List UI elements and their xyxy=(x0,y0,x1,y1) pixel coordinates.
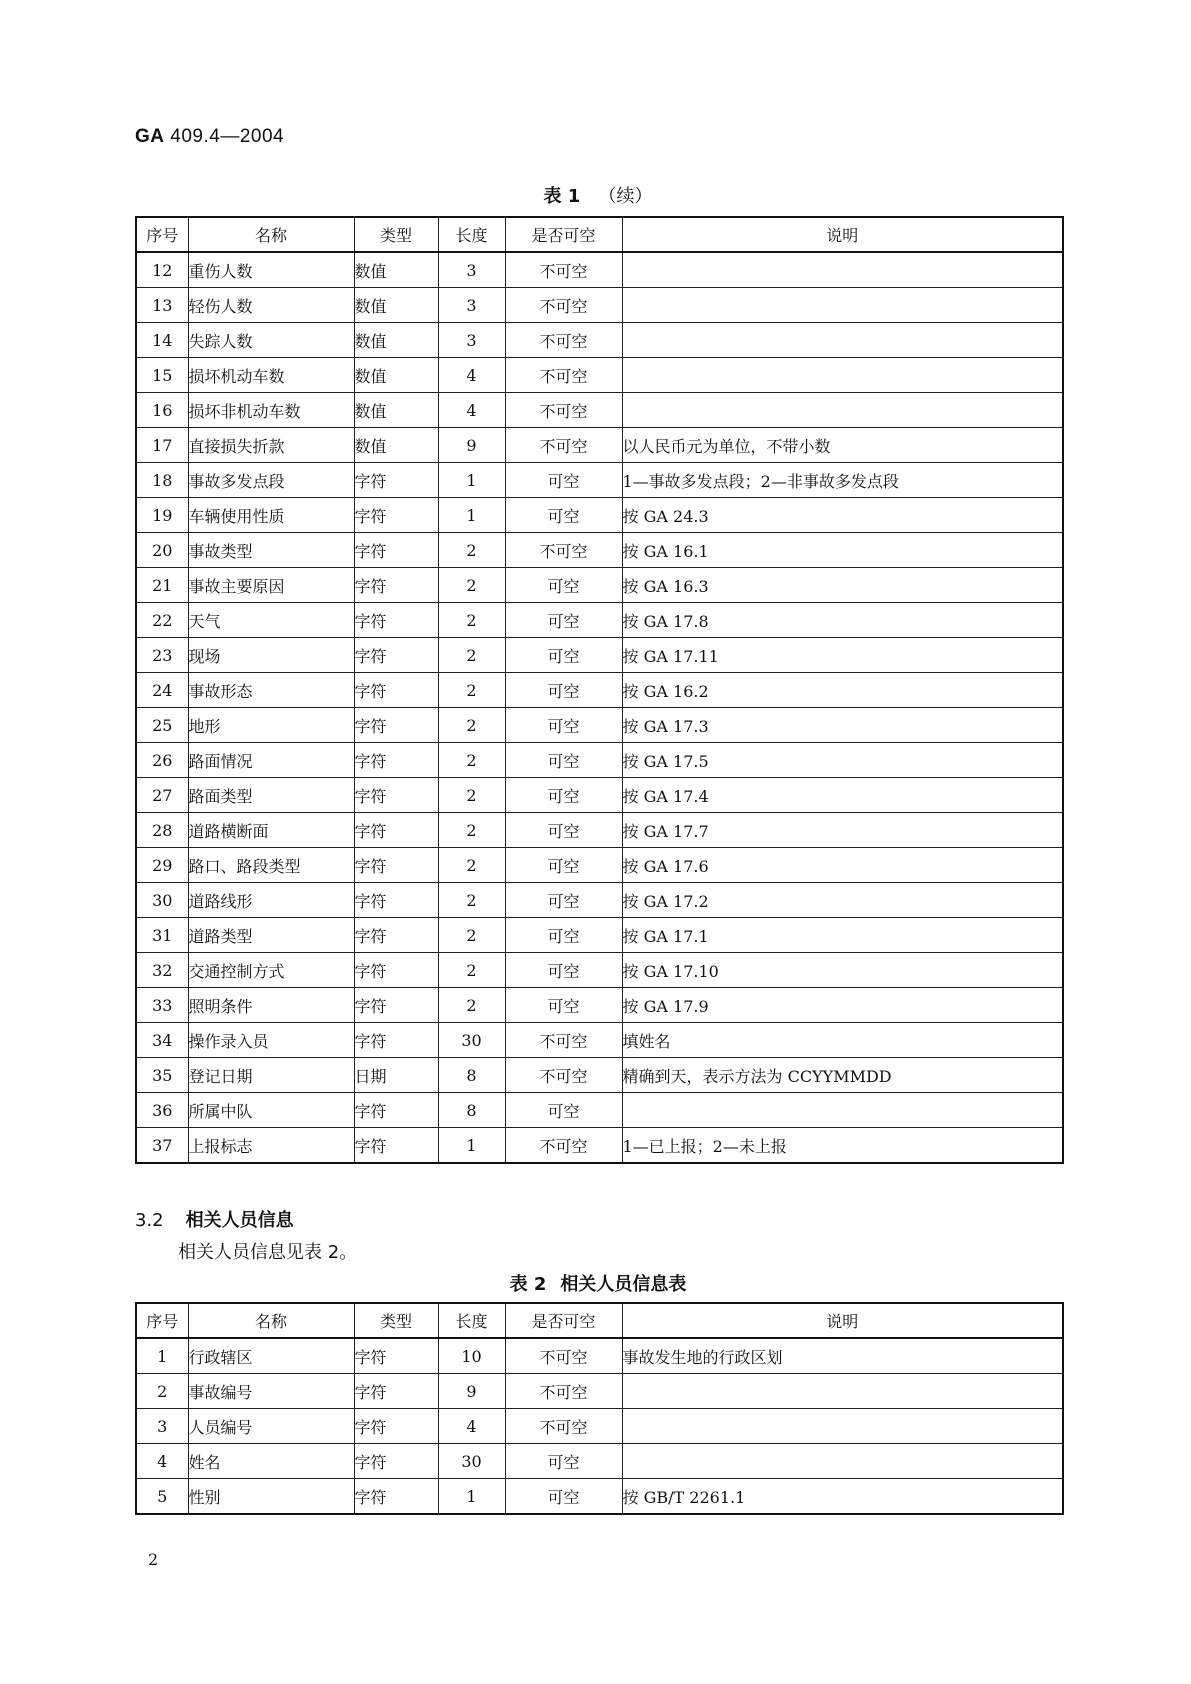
table-row xyxy=(136,673,1063,708)
table-row xyxy=(136,988,1063,1023)
cell-nullable: 可空 xyxy=(505,708,622,743)
cell-serial: 34 xyxy=(136,1023,188,1058)
cell-serial: 35 xyxy=(136,1058,188,1093)
cell-length: 2 xyxy=(438,708,505,743)
cell-name: 姓名 xyxy=(188,1444,354,1479)
cell-type: 字符 xyxy=(354,533,438,568)
table-row xyxy=(136,288,1063,323)
cell-nullable: 不可空 xyxy=(505,288,622,323)
table-row xyxy=(136,252,1063,288)
cell-serial: 32 xyxy=(136,953,188,988)
cell-length: 2 xyxy=(438,743,505,778)
table-row xyxy=(136,533,1063,568)
table1-col-header-serial: 序号 xyxy=(136,217,188,252)
table-row xyxy=(136,568,1063,603)
cell-nullable: 不可空 xyxy=(505,252,622,288)
table2-col-header-type: 类型 xyxy=(354,1303,438,1338)
cell-serial: 22 xyxy=(136,603,188,638)
cell-description: 按 GA 17.1 xyxy=(622,918,1063,953)
table2-caption xyxy=(135,1270,1061,1296)
table-row xyxy=(136,1409,1063,1444)
cell-description: 以人民币元为单位，不带小数 xyxy=(622,428,1063,463)
cell-nullable: 可空 xyxy=(505,603,622,638)
cell-description xyxy=(622,252,1063,288)
cell-description: 按 GA 17.3 xyxy=(622,708,1063,743)
cell-description xyxy=(622,288,1063,323)
cell-serial: 33 xyxy=(136,988,188,1023)
cell-serial: 15 xyxy=(136,358,188,393)
cell-nullable: 可空 xyxy=(505,953,622,988)
cell-description: 精确到天，表示方法为 CCYYMMDD xyxy=(622,1058,1063,1093)
cell-type: 字符 xyxy=(354,463,438,498)
cell-description: 按 GA 17.7 xyxy=(622,813,1063,848)
table1-header-row xyxy=(136,217,1063,252)
cell-description: 1—事故多发点段；2—非事故多发点段 xyxy=(622,463,1063,498)
cell-nullable: 不可空 xyxy=(505,428,622,463)
section-text: 相关人员信息见表 2。 xyxy=(178,1242,358,1263)
cell-length: 30 xyxy=(438,1023,505,1058)
cell-serial: 29 xyxy=(136,848,188,883)
cell-type: 字符 xyxy=(354,1374,438,1409)
cell-serial: 31 xyxy=(136,918,188,953)
cell-name: 事故多发点段 xyxy=(188,463,354,498)
table-row xyxy=(136,1023,1063,1058)
table-row xyxy=(136,603,1063,638)
cell-name: 地形 xyxy=(188,708,354,743)
cell-length: 1 xyxy=(438,1128,505,1164)
table1-caption-label: 表 1 xyxy=(543,186,581,207)
table-row xyxy=(136,918,1063,953)
table-row xyxy=(136,323,1063,358)
cell-description: 按 GA 16.3 xyxy=(622,568,1063,603)
cell-name: 损坏机动车数 xyxy=(188,358,354,393)
table-row xyxy=(136,463,1063,498)
cell-nullable: 不可空 xyxy=(505,1338,622,1374)
cell-nullable: 不可空 xyxy=(505,533,622,568)
cell-length: 4 xyxy=(438,358,505,393)
cell-serial: 30 xyxy=(136,883,188,918)
cell-description xyxy=(622,358,1063,393)
cell-name: 轻伤人数 xyxy=(188,288,354,323)
cell-type: 字符 xyxy=(354,883,438,918)
cell-name: 交通控制方式 xyxy=(188,953,354,988)
cell-length: 2 xyxy=(438,603,505,638)
cell-nullable: 不可空 xyxy=(505,393,622,428)
cell-name: 事故主要原因 xyxy=(188,568,354,603)
cell-name: 道路线形 xyxy=(188,883,354,918)
cell-nullable: 可空 xyxy=(505,673,622,708)
cell-type: 字符 xyxy=(354,1479,438,1515)
cell-type: 字符 xyxy=(354,603,438,638)
cell-description xyxy=(622,393,1063,428)
cell-serial: 5 xyxy=(136,1479,188,1515)
cell-type: 数值 xyxy=(354,288,438,323)
cell-nullable: 可空 xyxy=(505,498,622,533)
cell-serial: 18 xyxy=(136,463,188,498)
cell-nullable: 不可空 xyxy=(505,323,622,358)
section-heading xyxy=(135,1206,294,1232)
table1-caption xyxy=(135,182,1061,208)
cell-description: 1—已上报；2—未上报 xyxy=(622,1128,1063,1164)
cell-description: 按 GA 17.6 xyxy=(622,848,1063,883)
cell-serial: 25 xyxy=(136,708,188,743)
cell-name: 上报标志 xyxy=(188,1128,354,1164)
cell-name: 重伤人数 xyxy=(188,252,354,288)
table1-col-header-description: 说明 xyxy=(622,217,1063,252)
cell-serial: 19 xyxy=(136,498,188,533)
cell-type: 字符 xyxy=(354,1128,438,1164)
table-row xyxy=(136,813,1063,848)
cell-name: 失踪人数 xyxy=(188,323,354,358)
table2-col-header-description: 说明 xyxy=(622,1303,1063,1338)
cell-nullable: 不可空 xyxy=(505,1023,622,1058)
cell-type: 数值 xyxy=(354,428,438,463)
cell-description: 填姓名 xyxy=(622,1023,1063,1058)
cell-serial: 17 xyxy=(136,428,188,463)
table-row xyxy=(136,708,1063,743)
cell-length: 30 xyxy=(438,1444,505,1479)
cell-nullable: 可空 xyxy=(505,1093,622,1128)
cell-description: 按 GA 17.2 xyxy=(622,883,1063,918)
table1-caption-suffix: （续） xyxy=(598,186,653,207)
table-row xyxy=(136,1444,1063,1479)
cell-serial: 13 xyxy=(136,288,188,323)
page-number: 2 xyxy=(148,1550,159,1569)
cell-serial: 1 xyxy=(136,1338,188,1374)
cell-name: 操作录入员 xyxy=(188,1023,354,1058)
cell-nullable: 不可空 xyxy=(505,358,622,393)
table1-col-header-nullable: 是否可空 xyxy=(505,217,622,252)
cell-serial: 4 xyxy=(136,1444,188,1479)
table2-col-header-length: 长度 xyxy=(438,1303,505,1338)
cell-serial: 12 xyxy=(136,252,188,288)
cell-type: 字符 xyxy=(354,988,438,1023)
table2 xyxy=(135,1302,1064,1515)
cell-type: 字符 xyxy=(354,673,438,708)
table1 xyxy=(135,216,1064,1164)
cell-type: 字符 xyxy=(354,638,438,673)
cell-nullable: 可空 xyxy=(505,848,622,883)
cell-nullable: 可空 xyxy=(505,813,622,848)
cell-description xyxy=(622,323,1063,358)
table2-col-header-nullable: 是否可空 xyxy=(505,1303,622,1338)
cell-serial: 23 xyxy=(136,638,188,673)
cell-nullable: 可空 xyxy=(505,883,622,918)
cell-name: 事故形态 xyxy=(188,673,354,708)
cell-nullable: 不可空 xyxy=(505,1128,622,1164)
cell-length: 2 xyxy=(438,533,505,568)
cell-name: 道路类型 xyxy=(188,918,354,953)
table-row xyxy=(136,778,1063,813)
cell-length: 2 xyxy=(438,988,505,1023)
cell-description xyxy=(622,1374,1063,1409)
table-row xyxy=(136,848,1063,883)
cell-length: 2 xyxy=(438,673,505,708)
cell-description: 按 GB/T 2261.1 xyxy=(622,1479,1063,1515)
table1-body xyxy=(136,252,1063,1163)
cell-length: 2 xyxy=(438,813,505,848)
section-number: 3.2 xyxy=(135,1210,164,1231)
cell-nullable: 可空 xyxy=(505,988,622,1023)
cell-description: 事故发生地的行政区划 xyxy=(622,1338,1063,1374)
standard-number: 409.4—2004 xyxy=(170,126,285,147)
cell-length: 3 xyxy=(438,288,505,323)
cell-description xyxy=(622,1409,1063,1444)
cell-type: 字符 xyxy=(354,1338,438,1374)
cell-serial: 20 xyxy=(136,533,188,568)
table-row xyxy=(136,1093,1063,1128)
cell-length: 10 xyxy=(438,1338,505,1374)
cell-serial: 16 xyxy=(136,393,188,428)
cell-serial: 3 xyxy=(136,1409,188,1444)
cell-length: 2 xyxy=(438,953,505,988)
cell-name: 事故编号 xyxy=(188,1374,354,1409)
cell-type: 数值 xyxy=(354,358,438,393)
cell-type: 数值 xyxy=(354,252,438,288)
cell-name: 行政辖区 xyxy=(188,1338,354,1374)
cell-type: 字符 xyxy=(354,848,438,883)
cell-type: 字符 xyxy=(354,1409,438,1444)
table-row xyxy=(136,1128,1063,1164)
cell-nullable: 可空 xyxy=(505,1444,622,1479)
cell-description: 按 GA 17.10 xyxy=(622,953,1063,988)
cell-type: 字符 xyxy=(354,778,438,813)
cell-serial: 28 xyxy=(136,813,188,848)
cell-type: 字符 xyxy=(354,568,438,603)
table-row xyxy=(136,393,1063,428)
cell-type: 数值 xyxy=(354,323,438,358)
cell-name: 车辆使用性质 xyxy=(188,498,354,533)
table-row xyxy=(136,358,1063,393)
table-row xyxy=(136,1479,1063,1515)
cell-nullable: 可空 xyxy=(505,743,622,778)
cell-nullable: 可空 xyxy=(505,463,622,498)
cell-type: 字符 xyxy=(354,498,438,533)
cell-length: 3 xyxy=(438,323,505,358)
cell-serial: 21 xyxy=(136,568,188,603)
table-row xyxy=(136,1374,1063,1409)
cell-nullable: 可空 xyxy=(505,918,622,953)
cell-length: 1 xyxy=(438,463,505,498)
cell-nullable: 可空 xyxy=(505,778,622,813)
table2-col-header-name: 名称 xyxy=(188,1303,354,1338)
table2-col-header-serial: 序号 xyxy=(136,1303,188,1338)
cell-length: 2 xyxy=(438,883,505,918)
table1-col-header-name: 名称 xyxy=(188,217,354,252)
cell-nullable: 不可空 xyxy=(505,1058,622,1093)
table-row xyxy=(136,953,1063,988)
cell-serial: 27 xyxy=(136,778,188,813)
cell-length: 1 xyxy=(438,1479,505,1515)
table2-body xyxy=(136,1338,1063,1514)
cell-serial: 2 xyxy=(136,1374,188,1409)
table-row xyxy=(136,638,1063,673)
cell-serial: 24 xyxy=(136,673,188,708)
cell-serial: 14 xyxy=(136,323,188,358)
cell-description: 按 GA 24.3 xyxy=(622,498,1063,533)
cell-description xyxy=(622,1093,1063,1128)
cell-nullable: 可空 xyxy=(505,1479,622,1515)
cell-description: 按 GA 17.5 xyxy=(622,743,1063,778)
cell-length: 8 xyxy=(438,1093,505,1128)
cell-type: 字符 xyxy=(354,743,438,778)
cell-name: 照明条件 xyxy=(188,988,354,1023)
table1-col-header-type: 类型 xyxy=(354,217,438,252)
cell-length: 3 xyxy=(438,252,505,288)
table-row xyxy=(136,883,1063,918)
cell-type: 字符 xyxy=(354,1444,438,1479)
cell-description: 按 GA 17.4 xyxy=(622,778,1063,813)
table2-caption-label: 表 2 xyxy=(509,1274,547,1295)
table1-col-header-length: 长度 xyxy=(438,217,505,252)
cell-name: 道路横断面 xyxy=(188,813,354,848)
table-row xyxy=(136,743,1063,778)
cell-nullable: 不可空 xyxy=(505,1409,622,1444)
cell-length: 4 xyxy=(438,393,505,428)
cell-type: 字符 xyxy=(354,1023,438,1058)
cell-name: 人员编号 xyxy=(188,1409,354,1444)
cell-nullable: 可空 xyxy=(505,638,622,673)
cell-description: 按 GA 16.1 xyxy=(622,533,1063,568)
table-row xyxy=(136,498,1063,533)
section-title: 相关人员信息 xyxy=(185,1210,294,1231)
cell-nullable: 可空 xyxy=(505,568,622,603)
standard-org: GA xyxy=(135,126,165,147)
cell-description: 按 GA 16.2 xyxy=(622,673,1063,708)
cell-name: 现场 xyxy=(188,638,354,673)
cell-length: 9 xyxy=(438,1374,505,1409)
cell-length: 2 xyxy=(438,638,505,673)
cell-length: 2 xyxy=(438,778,505,813)
cell-type: 字符 xyxy=(354,918,438,953)
cell-name: 路口、路段类型 xyxy=(188,848,354,883)
cell-name: 路面情况 xyxy=(188,743,354,778)
cell-description xyxy=(622,1444,1063,1479)
table2-header-row xyxy=(136,1303,1063,1338)
cell-serial: 37 xyxy=(136,1128,188,1164)
cell-name: 事故类型 xyxy=(188,533,354,568)
cell-length: 8 xyxy=(438,1058,505,1093)
cell-name: 所属中队 xyxy=(188,1093,354,1128)
cell-name: 天气 xyxy=(188,603,354,638)
table-row xyxy=(136,1058,1063,1093)
cell-description: 按 GA 17.11 xyxy=(622,638,1063,673)
table-row xyxy=(136,1338,1063,1374)
cell-name: 性别 xyxy=(188,1479,354,1515)
cell-type: 字符 xyxy=(354,953,438,988)
cell-nullable: 不可空 xyxy=(505,1374,622,1409)
cell-type: 字符 xyxy=(354,708,438,743)
document-header xyxy=(135,126,284,148)
cell-serial: 26 xyxy=(136,743,188,778)
cell-length: 1 xyxy=(438,498,505,533)
cell-description: 按 GA 17.9 xyxy=(622,988,1063,1023)
cell-length: 2 xyxy=(438,918,505,953)
cell-name: 损坏非机动车数 xyxy=(188,393,354,428)
cell-serial: 36 xyxy=(136,1093,188,1128)
cell-type: 字符 xyxy=(354,1093,438,1128)
cell-length: 4 xyxy=(438,1409,505,1444)
cell-type: 数值 xyxy=(354,393,438,428)
cell-length: 2 xyxy=(438,848,505,883)
cell-type: 字符 xyxy=(354,813,438,848)
table2-caption-title: 相关人员信息表 xyxy=(560,1274,687,1295)
cell-name: 路面类型 xyxy=(188,778,354,813)
cell-description: 按 GA 17.8 xyxy=(622,603,1063,638)
cell-length: 2 xyxy=(438,568,505,603)
cell-name: 登记日期 xyxy=(188,1058,354,1093)
table-row xyxy=(136,428,1063,463)
cell-length: 9 xyxy=(438,428,505,463)
cell-type: 日期 xyxy=(354,1058,438,1093)
cell-name: 直接损失折款 xyxy=(188,428,354,463)
